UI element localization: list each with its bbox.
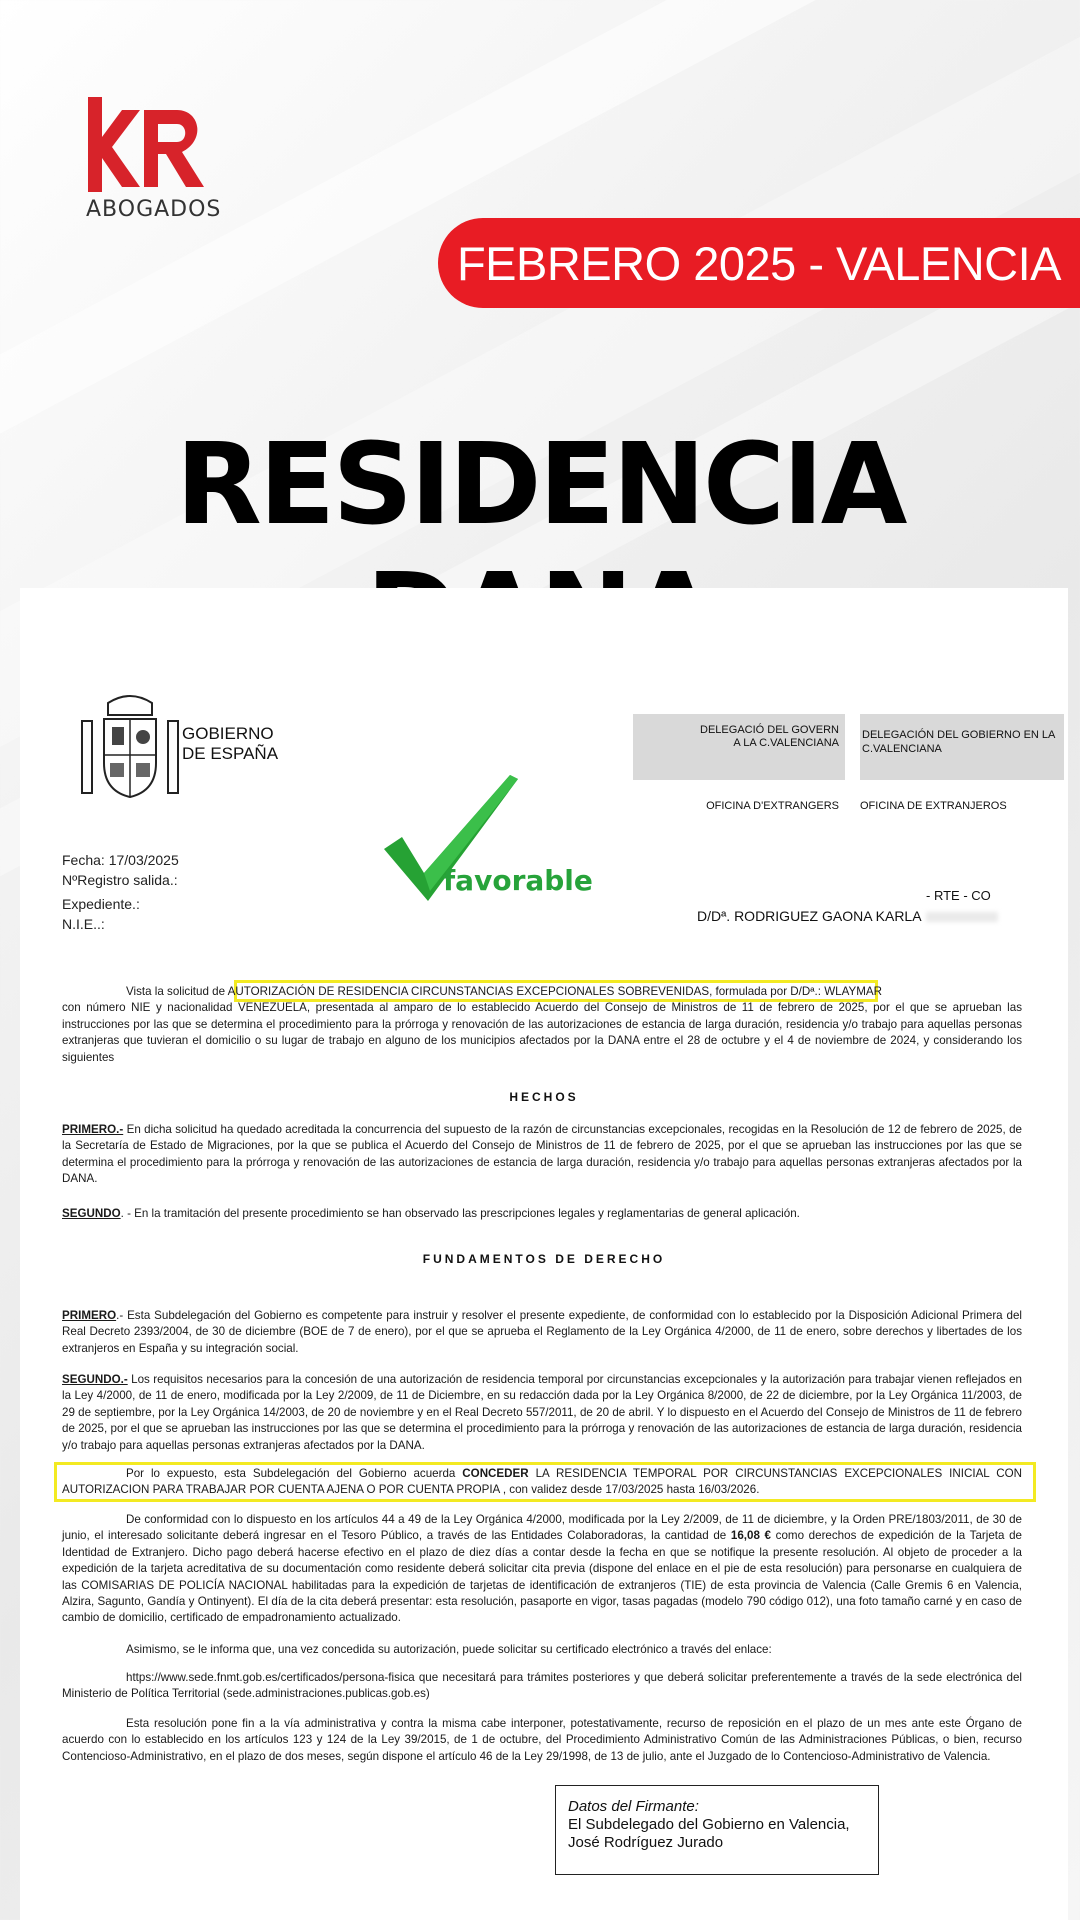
registro: NºRegistro salida.: [62,872,178,888]
resolution-document [20,588,1068,1920]
certificado-paragraph: Asimismo, se le informa que, una vez concedida su autorización, puede solicitar su certificado electrónico a través del enlace: [126,1643,772,1656]
reference-code: - RTE - CO [926,888,991,903]
hechos-heading: HECHOS [509,1090,579,1104]
signer-box: Datos del Firmante: El Subdelegado del Gobierno en Valencia, José Rodríguez Jurado [555,1785,879,1875]
office-spanish: OFICINA DE EXTRANJEROS [860,800,1007,812]
favorable-stamp: favorable [443,864,593,897]
hechos-segundo: SEGUNDO. - En la tramitación del presente procedimiento se han observado las prescripciones legales y reglamentarias de general aplicación. [62,1207,800,1220]
page-title: RESIDENCIA [175,420,905,550]
delegation-valencian: DELEGACIÓ DEL GOVERN A LA C.VALENCIANA [633,714,845,780]
fundamentos-heading: FUNDAMENTOS DE DERECHO [422,1252,666,1266]
tasas-paragraph: De conformidad con lo dispuesto en los artículos 44 a 49 de la Ley Orgánica 4/2000, modificada por la Ley 2/2009, de 11 de diciembre, y la Orden PRE/1803/2011, de 30 de junio, el interesado solicitante deberá ingresar en el Tesoro Público, a través de las Entidades Colaboradoras, la cantidad de 16,08 € como derechos de expedición de la Tarjeta de Identidad de Extranjero. Dicho pago deberá hacerse efectivo en el plazo de diez días a contar desde la fecha en que se notifique la presente resolución. Al objeto de proceder a la expedición de la tarjeta acreditativa de su documentación como residente deberá solicitar cita previa (dispone del enlace en el pie de esta resolución) para personarse en cualquiera de las COMISARIAS DE POLICÍA NACIONAL habilitadas para la expedición de tarjetas de identificación de extranjeros (TIE) de esta provincia de Valencia (Calle Gremis 6 en Valencia, Alzira, Sagunto, Gandía y Ontinyent). El día de la cita deberá presentar: esta resolución, pasaporte en vigor, tasas pagadas (modelo 790 código 012), una foto tamaño carné y en caso de cambio de domicilio, certificado de empadronamiento actualizado. [62,1513,1023,1625]
enlace-paragraph: https://www.sede.fnmt.gob.es/certificados/persona-fisica que necesitará para trámites posteriores y que deberá solicitar preferentemente a través de la sede electrónica del Ministerio de Política Territorial (sede.administraciones.publicas.gob.es) [62,1671,1022,1701]
issuer-name: GOBIERNO DE ESPAÑA [182,724,279,763]
fecha: Fecha: 17/03/2025 [62,852,179,868]
fundamentos-primero: PRIMERO.- Esta Subdelegación del Gobierno es competente para instruir y resolver el presente expediente, de conformidad con lo establecido por la Disposición Adicional Primera del Real Decreto 2393/2004, de 30 de diciembre (BOE de 7 de enero), por el que se aprueba el Reglamento de la Ley Orgánica 4/2000, de 11 de enero, sobre derechos y libertades de los extranjeros en España y su integración social. [62,1309,1022,1355]
intro-paragraph: Vista la solicitud de AUTORIZACIÓN DE RESIDENCIA CIRCUNSTANCIAS EXCEPCIONALES SOBREVENIDAS, formulada por D/Dª.: WLAYMAR con número NIE y nacionalidad VENEZUELA, presentada al amparo de lo establecido Acuerdo del Consejo de Ministros de 11 de febrero de 2025, por el que se aprueban las instrucciones por las que se determina el procedimiento para la prórroga y renovación de las autorizaciones de estancia de larga duración, residencia y/o trabajo para aquellas personas extranjeras que tuvieran el domicilio o su lugar de trabajo en alguno de los municipios afectados por la DANA entre el 28 de octubre y el 4 de noviembre de 2024, y considerando los siguientes [62,985,1022,1064]
logo-text: ABOGADOS [86,197,222,222]
hechos-primero: PRIMERO.- En dicha solicitud ha quedado acreditada la concurrencia del supuesto de la razón de circunstancias excepcionales, recogidas en la Resolución de 12 de febrero de 2025, de la Secretaría de Estado de Migraciones, por la que se publica el Acuerdo del Consejo de Ministros de 11 de febrero de 2025, por el que se aprueban las instrucciones por las que se determina el procedimiento para la prórroga y renovación de las autorizaciones de estancia de larga duración, residencia y/o trabajo para aquellas personas extranjeras afectados por la DANA. [62,1123,1022,1186]
date-location-banner: FEBRERO 2025 - VALENCIA [438,218,1080,308]
delegation-spanish: DELEGACIÓN DEL GOBIERNO EN LA C.VALENCIANA [860,714,1064,780]
recipient: D/Dª. RODRIGUEZ GAONA KARLA [697,908,998,924]
office-valencian: OFICINA D'EXTRANGERS [706,800,839,812]
nie: N.I.E..: [62,916,105,932]
recurso-paragraph: Esta resolución pone fin a la vía administrativa y contra la misma cabe interponer, potestativamente, recurso de reposición en el plazo de un mes ante este Órgano de acuerdo con lo establecido en los artículos 123 y 124 de la Ley 39/2015, de 1 de octubre, del Procedimiento Administrativo Común de las Administraciones Públicas, o bien, recurso Contencioso-Administrativo, en el plazo de dos meses, según dispone el artículo 46 de la Ley 29/1998, de 13 de julio, ante el Juzgado de lo Contencioso-Administrativo de Valencia. [62,1717,1022,1763]
fundamentos-segundo: SEGUNDO.- Los requisitos necesarios para la concesión de una autorización de residencia temporal por circunstancias excepcionales y la autorización para trabajar vienen reflejados en la Ley 4/2000, de 11 de enero, modificada por la Ley 2/2009, de 11 de Diciembre, en su redacción dada por la Ley Orgánica 8/2000, de 22 de diciembre, por la Ley Orgánica 11/2003, de 29 de septiembre, por la Ley Orgánica 14/2003, de 20 de noviembre y en el Real Decreto 557/2011, de 20 de abril. Y lo dispuesto en el Acuerdo del Consejo de Ministros de 11 de febrero de 2025, por el que se aprueban las instrucciones por las que se determina el procedimiento para la prórroga y renovación de las autorizaciones de estancia de larga duración, residencia y/o trabajo para aquellas personas extranjeras afectados por la DANA. [62,1373,1022,1452]
expediente: Expediente.: [62,896,140,912]
coat-of-arms-icon [78,693,182,805]
resolution-paragraph: Por lo expuesto, esta Subdelegación del Gobierno acuerda CONCEDER LA RESIDENCIA TEMPORAL POR CIRCUNSTANCIAS EXCEPCIONALES INICIAL CON AUTORIZACION PARA TRABAJAR POR CUENTA AJENA O POR CUENTA PROPIA , con validez desde 17/03/2025 hasta 16/03/2026. [62,1467,1022,1497]
